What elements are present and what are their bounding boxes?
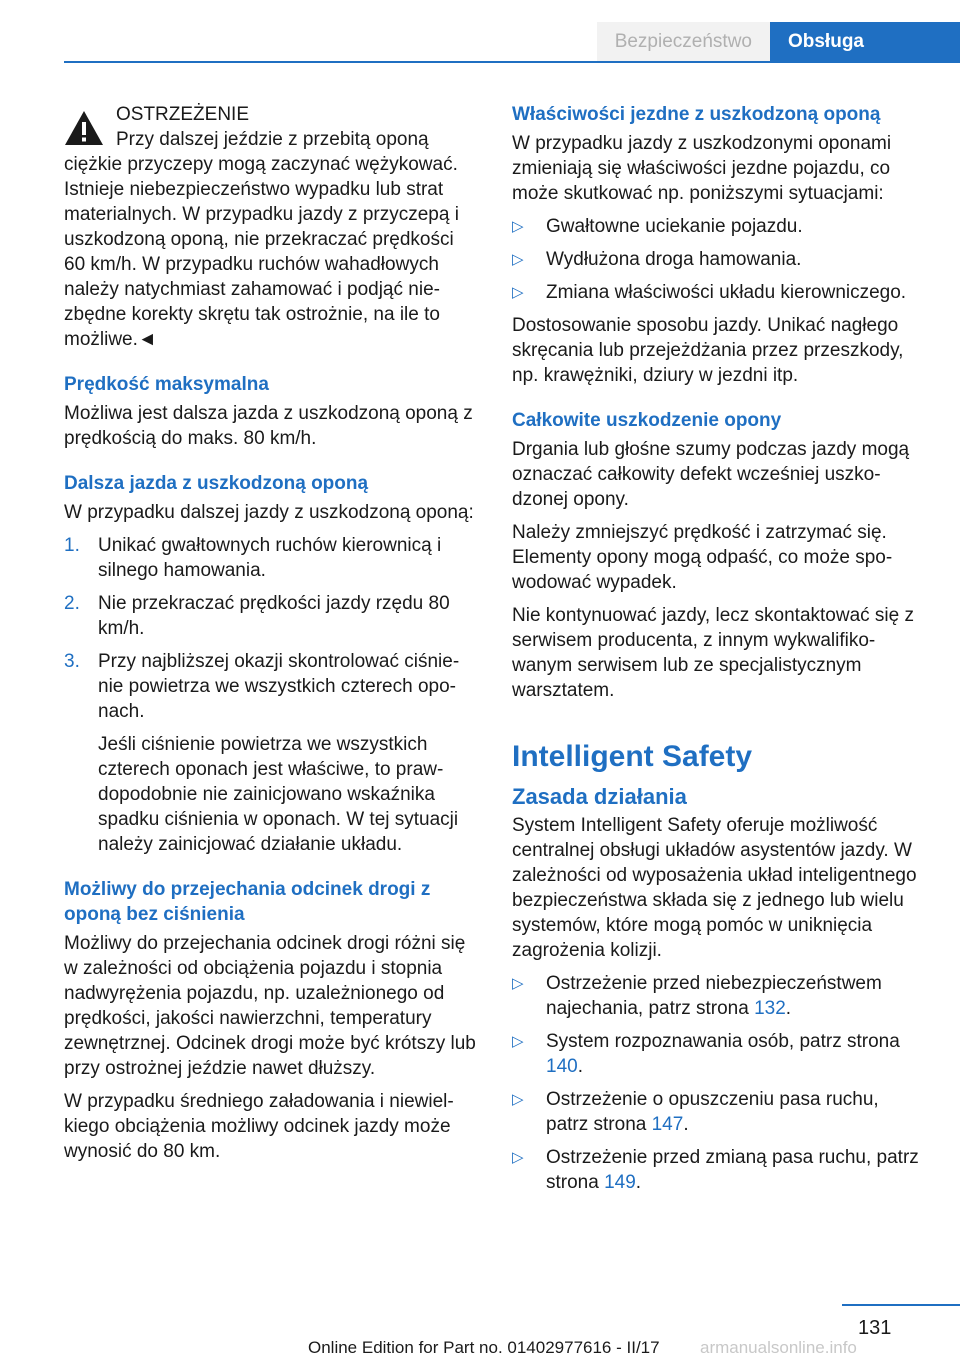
paragraph-distance-2: W przypadku średniego załadowania i niewielkiego obciążenia możliwy odcinek jazdy może wynosić do 80 km. bbox=[64, 1091, 454, 1162]
triangle-bullet-icon: ▷ bbox=[512, 1033, 524, 1050]
list-item: ▷ Wydłużona droga hamowania. bbox=[512, 249, 802, 270]
warning-triangle-icon bbox=[64, 110, 104, 146]
triangle-bullet-icon: ▷ bbox=[512, 1091, 524, 1108]
heading-handling: Właściwości jezdne z uszkodzoną oponą bbox=[512, 104, 881, 125]
list-item: 3. Przy najbliższej okazji skontrolować ciśnienie powietrza we wszystkich czterech oponach. Jeśli ciśnienie powietrza we wszystkich czterech oponach jest właściwe, to prawdopodobnie nie zainicjowano wskaźnika spadku ciśnienia w oponach. W tej sytuacji należy zainicjować działanie układu. bbox=[64, 649, 478, 857]
page-link-149[interactable]: 149 bbox=[604, 1172, 636, 1193]
list-item: 1. Unikać gwałtownych ruchów kierownicą i silnego hamowania. bbox=[64, 535, 442, 581]
paragraph-max-speed: Możliwa jest dalsza jazda z uszkodzoną oponą z prędkością do maks. 80 km/h. bbox=[64, 403, 473, 449]
edition-note: Online Edition for Part no. 01402977616 - II/17 bbox=[308, 1338, 660, 1357]
step3-note: Jeśli ciśnienie powietrza we wszystkich czterech oponach jest właściwe, to prawdopodobnie nie zainicjowano wskaźnika spadku ciśnienia w oponach. W tej sytuacji należy zainicjować działanie układu. bbox=[98, 734, 459, 855]
paragraph-principle: System Intelligent Safety oferuje możliwość centralnej obsługi układów asystentów jazdy. W zależności od wyposażenia układ inteligentnego bezpieczeństwa składa się z jednego lub wielu systemów, które mogą pomóc w uniknięcia zagrożenia kolizji. bbox=[512, 815, 917, 961]
page-link-147[interactable]: 147 bbox=[651, 1114, 684, 1135]
paragraph-total-1: Drgania lub głośne szumy podczas jazdy mogą oznaczać całkowity defekt wcześniej uszkodzonej opony. bbox=[512, 439, 910, 510]
tab-obsluga[interactable]: Obsługa bbox=[770, 22, 960, 62]
warning-box bbox=[64, 102, 478, 352]
triangle-bullet-icon: ▷ bbox=[512, 218, 524, 235]
list-item: 2. Nie przekraczać prędkości jazdy rzędu 80 km/h. bbox=[64, 593, 450, 639]
list-item: ▷ Zmiana właściwości układu kierowniczego. bbox=[512, 282, 907, 303]
steps-list bbox=[64, 533, 478, 857]
right-column bbox=[512, 102, 926, 1203]
heading-further-driving: Dalsza jazda z uszkodzoną oponą bbox=[64, 473, 369, 494]
page-link-132[interactable]: 132 bbox=[754, 998, 786, 1019]
page-number: 131 bbox=[858, 1317, 892, 1339]
header-tabs bbox=[597, 22, 960, 62]
heading-principle: Zasada działania bbox=[512, 784, 687, 809]
header-rule bbox=[64, 61, 960, 63]
list-item: ▷ Ostrzeżenie o opuszczeniu pasa ruchu, patrz strona 147. bbox=[512, 1089, 879, 1135]
section-title-intelligent-safety: Intelligent Safety bbox=[512, 740, 753, 773]
triangle-bullet-icon: ▷ bbox=[512, 975, 524, 992]
paragraph-handling: W przypadku jazdy z uszkodzonymi oponami zmieniają się właściwości jezdne pojazdu, co może skutkować np. poniższymi sytuacjami: bbox=[512, 133, 892, 204]
paragraph-further-driving: W przypadku dalszej jazdy z uszkodzoną oponą: bbox=[64, 502, 474, 523]
watermark: armanualsonline.info bbox=[700, 1338, 857, 1357]
triangle-bullet-icon: ▷ bbox=[512, 284, 524, 301]
triangle-bullet-icon: ▷ bbox=[512, 1149, 524, 1166]
paragraph-total-3: Nie kontynuować jazdy, lecz skontaktować się z serwisem producenta, z innym wykwalifikowanym serwisem lub ze specjalistycznym warsztatem. bbox=[512, 605, 914, 701]
list-item: ▷ Gwałtowne uciekanie pojazdu. bbox=[512, 216, 803, 237]
handling-list bbox=[512, 214, 926, 305]
systems-list bbox=[512, 971, 926, 1195]
heading-distance: Możliwy do przejechania odcinek drogi z oponą bez ciśnienia bbox=[64, 879, 431, 925]
list-item: ▷ Ostrzeżenie przed niebezpieczeństwem najechania, patrz strona 132. bbox=[512, 973, 882, 1019]
page-link-140[interactable]: 140 bbox=[546, 1056, 578, 1077]
paragraph-adapt: Dostosowanie sposobu jazdy. Unikać nagłego skręcania lub przejeżdżania przez przeszkody, np. krawężniki, dziury w jezdni itp. bbox=[512, 315, 904, 386]
warning-text: ciężkie przyczepy mogą zaczynać wężykować. Istnieje niebezpieczeństwo wypadku lub strat materialnych. W przypadku jazdy z przyczepą i uszkodzoną oponą, nie przekraczać prędkości 60 km/h. W przypadku ruchów wahadłowych należy natychmiast zahamować i podjąć niezbędne korekty skrętu tak ostrożnie, na ile to możliwe.◄ bbox=[64, 154, 459, 350]
left-column bbox=[64, 102, 478, 1172]
paragraph-distance-1: Możliwy do przejechania odcinek drogi różni się w zależności od obciążenia pojazdu i stopnia nadwyrężenia pojazdu, np. uzależnionego od prędkości, jakości nawierzchni, temperatury zewnętrznej. Odcinek drogi może być krótszy lub przy ostrożnej jeździe nawet dłuższy. bbox=[64, 933, 476, 1079]
tab-bezpieczenstwo[interactable]: Bezpieczeństwo bbox=[597, 22, 770, 62]
triangle-bullet-icon: ▷ bbox=[512, 251, 524, 268]
heading-total-damage: Całkowite uszkodzenie opony bbox=[512, 410, 782, 431]
warning-title: OSTRZEŻENIE bbox=[116, 104, 250, 125]
paragraph-total-2: Należy zmniejszyć prędkość i zatrzymać się. Elementy opony mogą odpaść, co może spowodować wypadek. bbox=[512, 522, 893, 593]
heading-max-speed: Prędkość maksymalna bbox=[64, 374, 269, 395]
warning-text-first: Przy dalszej jeździe z przebitą oponą bbox=[116, 129, 429, 150]
footer-rule bbox=[842, 1304, 960, 1306]
list-item: ▷ Ostrzeżenie przed zmianą pasa ruchu, patrz strona 149. bbox=[512, 1147, 919, 1193]
list-item: ▷ System rozpoznawania osób, patrz strona 140. bbox=[512, 1031, 900, 1077]
